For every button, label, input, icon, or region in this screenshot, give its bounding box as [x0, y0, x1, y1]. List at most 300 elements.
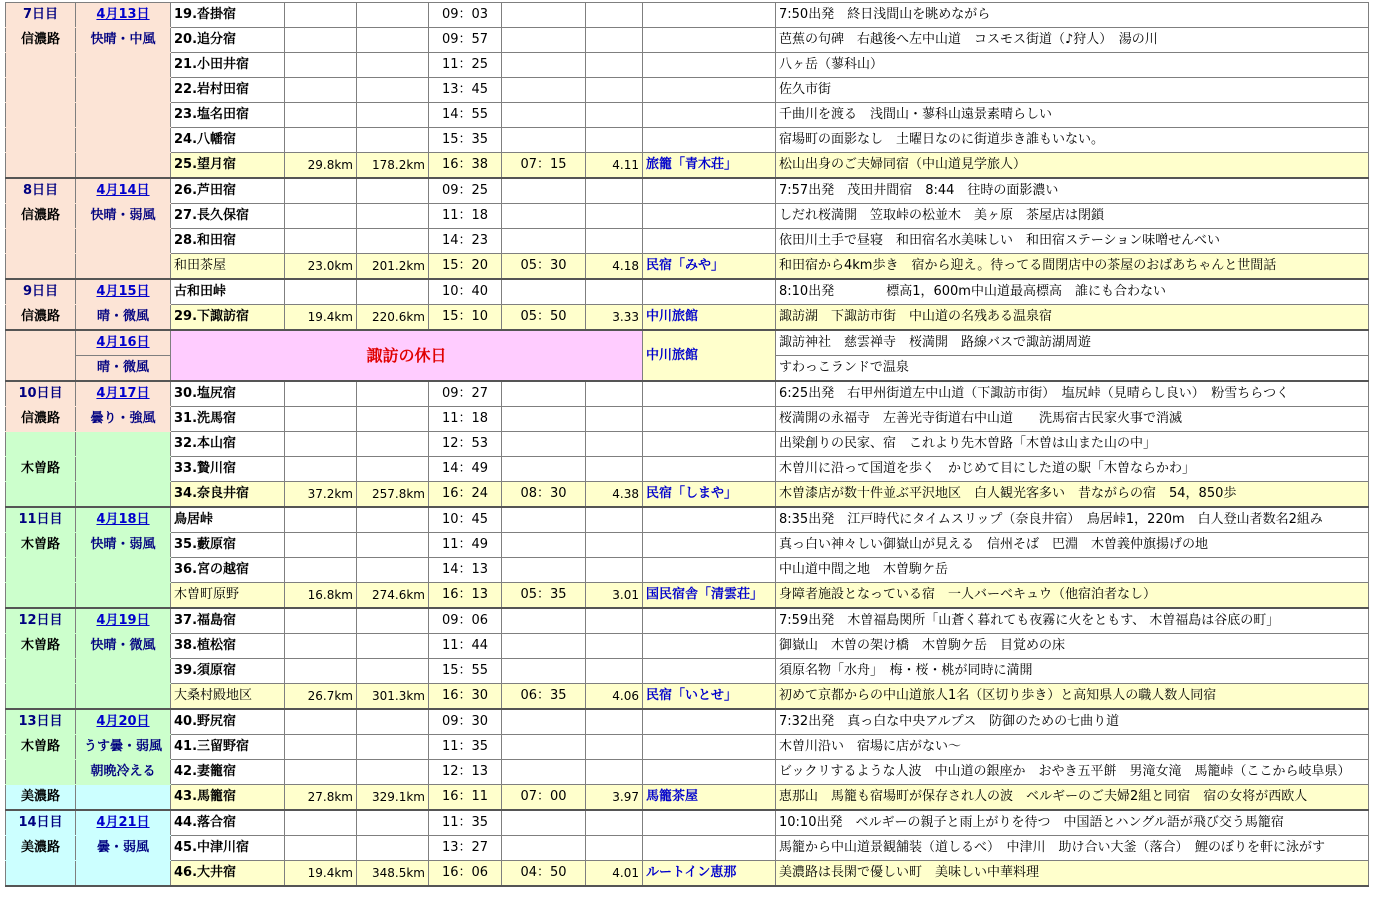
- date-cell: [76, 810, 171, 836]
- cumulative-distance-cell: 220.6km: [357, 305, 429, 331]
- date-link: 4月18日: [96, 512, 150, 527]
- note-cell: 桜満開の永福寺 左善光寺街道右中山道 洗馬宿古民家火事で消滅: [776, 407, 1369, 432]
- stage-row: [6, 381, 1369, 407]
- date-cell: [76, 608, 171, 634]
- distance-cell: [285, 28, 357, 53]
- lodging-cell: [643, 533, 776, 558]
- pace-cell: [586, 53, 643, 78]
- lodging-cell[interactable]: 旅籠「青木荘」: [643, 153, 776, 179]
- distance-cell: 19.4km: [285, 305, 357, 331]
- note-cell: 木曽川沿い 宿場に店がない～: [776, 735, 1369, 760]
- station-cell: 和田茶屋: [171, 254, 285, 280]
- lodging-cell: [643, 558, 776, 583]
- lodging-cell[interactable]: ルートイン恵那: [643, 861, 776, 887]
- walking-time-cell: [502, 204, 586, 229]
- cumulative-distance-cell: [357, 709, 429, 735]
- cumulative-distance-cell: 348.5km: [357, 861, 429, 887]
- lodging-cell: [643, 836, 776, 861]
- station-cell: 33.贄川宿: [171, 457, 285, 482]
- day-cell: [6, 432, 76, 457]
- walking-time-cell: [502, 407, 586, 432]
- station-cell: 20.追分宿: [171, 28, 285, 53]
- pace-cell: [586, 735, 643, 760]
- day-cell: 7日目: [6, 3, 76, 28]
- distance-cell: [285, 634, 357, 659]
- lodging-cell: [643, 407, 776, 432]
- note-cell: 佐久市街: [776, 78, 1369, 103]
- cumulative-distance-cell: [357, 558, 429, 583]
- arrival-time-cell: 11：35: [429, 810, 502, 836]
- weather-cell: 快晴・微風: [76, 634, 171, 659]
- date-cell: [76, 861, 171, 887]
- stage-row: [6, 507, 1369, 533]
- pace-cell: [586, 407, 643, 432]
- walking-time-cell: [502, 432, 586, 457]
- note-cell: すわっこランドで温泉: [776, 356, 1369, 382]
- note-cell: 出梁創りの民家、宿 これより先木曽路「木曽は山また山の中」: [776, 432, 1369, 457]
- note-cell: 真っ白い神々しい御嶽山が見える 信州そば 巴淵 木曽義仲旗揚げの地: [776, 533, 1369, 558]
- pace-cell: [586, 78, 643, 103]
- pace-cell: 4.38: [586, 482, 643, 508]
- day-cell: 信濃路: [6, 305, 76, 331]
- distance-cell: [285, 608, 357, 634]
- walking-time-cell: 08：30: [502, 482, 586, 508]
- lodging-cell[interactable]: 民宿「いとせ」: [643, 684, 776, 710]
- arrival-time-cell: 10：45: [429, 507, 502, 533]
- arrival-time-cell: 16：24: [429, 482, 502, 508]
- cumulative-distance-cell: [357, 78, 429, 103]
- day-cell: [6, 760, 76, 785]
- cumulative-distance-cell: 201.2km: [357, 254, 429, 280]
- distance-cell: [285, 810, 357, 836]
- cumulative-distance-cell: 274.6km: [357, 583, 429, 609]
- cumulative-distance-cell: [357, 810, 429, 836]
- lodging-cell: [643, 608, 776, 634]
- day-cell: [6, 78, 76, 103]
- note-cell: 諏訪神社 慈雲禅寺 桜満開 路線バスで諏訪湖周遊: [776, 330, 1369, 356]
- cumulative-distance-cell: [357, 3, 429, 28]
- day-cell: [6, 684, 76, 710]
- cumulative-distance-cell: [357, 507, 429, 533]
- station-cell: 25.望月宿: [171, 153, 285, 179]
- pace-cell: 3.01: [586, 583, 643, 609]
- arrival-time-cell: 12：13: [429, 760, 502, 785]
- lodging-stage-row: [6, 254, 1369, 280]
- day-cell: 木曽路: [6, 533, 76, 558]
- lodging-cell[interactable]: 民宿「しまや」: [643, 482, 776, 508]
- date-cell: [76, 254, 171, 280]
- station-cell: 鳥居峠: [171, 507, 285, 533]
- day-cell: 信濃路: [6, 28, 76, 53]
- station-cell: 21.小田井宿: [171, 53, 285, 78]
- pace-cell: [586, 608, 643, 634]
- lodging-cell: [643, 507, 776, 533]
- day-cell: 13日目: [6, 709, 76, 735]
- weather-cell: うす曇・弱風: [76, 735, 171, 760]
- distance-cell: 37.2km: [285, 482, 357, 508]
- lodging-cell[interactable]: 民宿「みや」: [643, 254, 776, 280]
- stage-row: [6, 279, 1369, 305]
- cumulative-distance-cell: [357, 229, 429, 254]
- day-cell: [6, 558, 76, 583]
- date-link: 4月14日: [96, 183, 150, 198]
- stage-row: [6, 53, 1369, 78]
- lodging-cell[interactable]: 中川旅館: [643, 330, 776, 381]
- pace-cell: [586, 204, 643, 229]
- pace-cell: [586, 128, 643, 153]
- station-cell: 24.八幡宿: [171, 128, 285, 153]
- distance-cell: [285, 760, 357, 785]
- distance-cell: [285, 178, 357, 204]
- arrival-time-cell: 10：40: [429, 279, 502, 305]
- arrival-time-cell: 16：38: [429, 153, 502, 179]
- cumulative-distance-cell: [357, 407, 429, 432]
- pace-cell: [586, 279, 643, 305]
- walking-time-cell: [502, 533, 586, 558]
- arrival-time-cell: 09：25: [429, 178, 502, 204]
- walking-time-cell: [502, 3, 586, 28]
- lodging-cell: [643, 178, 776, 204]
- station-cell: 29.下諏訪宿: [171, 305, 285, 331]
- station-cell: 23.塩名田宿: [171, 103, 285, 128]
- note-cell: 8:35出発 江戸時代にタイムスリップ（奈良井宿） 鳥居峠1，220m 白人登山者数名2組み: [776, 507, 1369, 533]
- arrival-time-cell: 11：35: [429, 735, 502, 760]
- cumulative-distance-cell: [357, 608, 429, 634]
- arrival-time-cell: 09：57: [429, 28, 502, 53]
- cumulative-distance-cell: [357, 735, 429, 760]
- day-cell: 9日目: [6, 279, 76, 305]
- day-cell: [6, 254, 76, 280]
- arrival-time-cell: 13：45: [429, 78, 502, 103]
- arrival-time-cell: 14：23: [429, 229, 502, 254]
- note-cell: 松山出身のご夫婦同宿（中山道見学旅人）: [776, 153, 1369, 179]
- cumulative-distance-cell: [357, 178, 429, 204]
- pace-cell: [586, 457, 643, 482]
- weather-cell: 晴・微風: [76, 356, 171, 382]
- station-cell: 44.落合宿: [171, 810, 285, 836]
- walking-time-cell: [502, 103, 586, 128]
- distance-cell: [285, 507, 357, 533]
- note-cell: 10:10出発 ベルギーの親子と雨上がりを待つ 中国語とハングル語が飛び交う馬籠宿: [776, 810, 1369, 836]
- date-link: 4月21日: [96, 815, 150, 830]
- distance-cell: [285, 53, 357, 78]
- cumulative-distance-cell: [357, 103, 429, 128]
- note-cell: しだれ桜満開 笠取峠の松並木 美ヶ原 茶屋店は閉鎖: [776, 204, 1369, 229]
- distance-cell: [285, 659, 357, 684]
- stage-row: [6, 533, 1369, 558]
- station-cell: 34.奈良井宿: [171, 482, 285, 508]
- arrival-time-cell: 11：49: [429, 533, 502, 558]
- cumulative-distance-cell: [357, 128, 429, 153]
- note-cell: 8:10出発 標高1，600m中山道最高標高 誰にも合わない: [776, 279, 1369, 305]
- station-cell: 38.植松宿: [171, 634, 285, 659]
- stage-row: [6, 229, 1369, 254]
- date-cell: [76, 432, 171, 457]
- stage-row: [6, 128, 1369, 153]
- arrival-time-cell: 11：44: [429, 634, 502, 659]
- note-cell: 6:25出発 右甲州街道左中山道（下諏訪市街） 塩尻峠（見晴らし良い） 粉雪ちらつく: [776, 381, 1369, 407]
- cumulative-distance-cell: [357, 381, 429, 407]
- date-cell: [76, 128, 171, 153]
- day-cell: [6, 229, 76, 254]
- arrival-time-cell: 09：03: [429, 3, 502, 28]
- station-cell: 28.和田宿: [171, 229, 285, 254]
- date-cell: [76, 3, 171, 28]
- walking-time-cell: 05：35: [502, 583, 586, 609]
- distance-cell: [285, 709, 357, 735]
- date-link: 4月19日: [96, 613, 150, 628]
- distance-cell: 16.8km: [285, 583, 357, 609]
- lodging-cell: [643, 28, 776, 53]
- weather-cell: 朝晩冷える: [76, 760, 171, 785]
- cumulative-distance-cell: [357, 659, 429, 684]
- day-cell: [6, 482, 76, 508]
- distance-cell: 23.0km: [285, 254, 357, 280]
- day-cell: [6, 583, 76, 609]
- arrival-time-cell: 15：35: [429, 128, 502, 153]
- stage-row: [6, 558, 1369, 583]
- station-cell: 39.須原宿: [171, 659, 285, 684]
- lodging-stage-row: [6, 583, 1369, 609]
- arrival-time-cell: 15：55: [429, 659, 502, 684]
- weather-cell: 晴・微風: [76, 305, 171, 331]
- arrival-time-cell: 16：13: [429, 583, 502, 609]
- note-cell: 諏訪湖 下諏訪市街 中山道の名残ある温泉宿: [776, 305, 1369, 331]
- station-cell: 大桑村殿地区: [171, 684, 285, 710]
- station-cell: 36.宮の越宿: [171, 558, 285, 583]
- note-cell: 初めて京都からの中山道旅人1名（区切り歩き）と高知県人の職人数人同宿: [776, 684, 1369, 710]
- date-cell: [76, 330, 171, 356]
- distance-cell: [285, 103, 357, 128]
- note-cell: 芭蕉の句碑 右越後へ左中山道 コスモス街道（♪狩人） 湯の川: [776, 28, 1369, 53]
- lodging-stage-row: [6, 153, 1369, 179]
- date-cell: [76, 153, 171, 179]
- walking-time-cell: 07：15: [502, 153, 586, 179]
- pace-cell: [586, 3, 643, 28]
- pace-cell: 4.01: [586, 861, 643, 887]
- note-cell: 7:59出発 木曽福島関所「山蒼く暮れても夜霧に火をともす、 木曽福島は谷底の町」: [776, 608, 1369, 634]
- walking-time-cell: [502, 760, 586, 785]
- note-cell: 身障者施設となっている宿 一人バーベキュウ（他宿泊者なし）: [776, 583, 1369, 609]
- stage-row: [6, 810, 1369, 836]
- station-cell: 35.藪原宿: [171, 533, 285, 558]
- cumulative-distance-cell: [357, 28, 429, 53]
- pace-cell: 3.33: [586, 305, 643, 331]
- date-cell: [76, 583, 171, 609]
- lodging-cell: [643, 279, 776, 305]
- note-cell: 木曽漆店が数十件並ぶ平沢地区 白人観光客多い 昔ながらの宿 54，850歩: [776, 482, 1369, 508]
- walking-time-cell: [502, 78, 586, 103]
- arrival-time-cell: 14：49: [429, 457, 502, 482]
- stage-row: [6, 457, 1369, 482]
- stage-row: [6, 735, 1369, 760]
- walking-time-cell: [502, 836, 586, 861]
- distance-cell: 26.7km: [285, 684, 357, 710]
- arrival-time-cell: 15：20: [429, 254, 502, 280]
- lodging-cell: [643, 659, 776, 684]
- station-cell: 32.本山宿: [171, 432, 285, 457]
- walking-time-cell: [502, 709, 586, 735]
- walking-time-cell: [502, 558, 586, 583]
- station-cell: 31.洗馬宿: [171, 407, 285, 432]
- stage-row: [6, 204, 1369, 229]
- distance-cell: [285, 407, 357, 432]
- station-cell: 46.大井宿: [171, 861, 285, 887]
- station-cell: 45.中津川宿: [171, 836, 285, 861]
- stage-row: [6, 709, 1369, 735]
- cumulative-distance-cell: [357, 204, 429, 229]
- note-cell: 御嶽山 木曽の架け橋 木曽駒ケ岳 目覚めの床: [776, 634, 1369, 659]
- note-cell: ビックリするような人波 中山道の銀座か おやき五平餅 男滝女滝 馬籠峠（ここから岐阜県）: [776, 760, 1369, 785]
- date-cell: [76, 558, 171, 583]
- date-cell: [76, 53, 171, 78]
- weather-cell: 快晴・弱風: [76, 533, 171, 558]
- lodging-cell: [643, 128, 776, 153]
- day-cell: [6, 330, 76, 381]
- cumulative-distance-cell: [357, 457, 429, 482]
- arrival-time-cell: 16：11: [429, 785, 502, 811]
- lodging-cell: [643, 204, 776, 229]
- cumulative-distance-cell: [357, 836, 429, 861]
- pace-cell: 4.06: [586, 684, 643, 710]
- date-cell: [76, 709, 171, 735]
- station-cell: 43.馬籠宿: [171, 785, 285, 811]
- lodging-cell: [643, 3, 776, 28]
- pace-cell: [586, 28, 643, 53]
- walking-time-cell: 06：35: [502, 684, 586, 710]
- stage-row: [6, 659, 1369, 684]
- date-link: 4月17日: [96, 386, 150, 401]
- walking-time-cell: [502, 634, 586, 659]
- walking-time-cell: 04：50: [502, 861, 586, 887]
- distance-cell: [285, 78, 357, 103]
- station-cell: 22.岩村田宿: [171, 78, 285, 103]
- lodging-cell: [643, 457, 776, 482]
- distance-cell: [285, 735, 357, 760]
- lodging-cell: [643, 760, 776, 785]
- date-cell: [76, 482, 171, 508]
- lodging-stage-row: [6, 861, 1369, 887]
- distance-cell: [285, 432, 357, 457]
- arrival-time-cell: 13：27: [429, 836, 502, 861]
- pace-cell: 4.11: [586, 153, 643, 179]
- lodging-cell: [643, 634, 776, 659]
- arrival-time-cell: 16：30: [429, 684, 502, 710]
- lodging-cell: [643, 432, 776, 457]
- lodging-stage-row: [6, 684, 1369, 710]
- day-cell: [6, 659, 76, 684]
- pace-cell: [586, 810, 643, 836]
- day-cell: 信濃路: [6, 204, 76, 229]
- nakasendo-journey-table: [5, 2, 1369, 887]
- lodging-cell[interactable]: 国民宿舎「清雲荘」: [643, 583, 776, 609]
- date-link: 4月20日: [96, 714, 150, 729]
- walking-time-cell: [502, 659, 586, 684]
- lodging-cell: [643, 735, 776, 760]
- day-cell: 10日目: [6, 381, 76, 407]
- lodging-stage-row: [6, 785, 1369, 811]
- stage-row: [6, 836, 1369, 861]
- note-cell: 宿場町の面影なし 土曜日なのに街道歩き誰もいない。: [776, 128, 1369, 153]
- distance-cell: [285, 533, 357, 558]
- cumulative-distance-cell: [357, 760, 429, 785]
- stage-row: [6, 634, 1369, 659]
- note-cell: 恵那山 馬籠も宿場町が保存され人の波 ベルギーのご夫婦2組と同宿 宿の女将が西欧人: [776, 785, 1369, 811]
- arrival-time-cell: 09：06: [429, 608, 502, 634]
- pace-cell: [586, 381, 643, 407]
- day-cell: [6, 153, 76, 179]
- cumulative-distance-cell: [357, 279, 429, 305]
- arrival-time-cell: 14：13: [429, 558, 502, 583]
- lodging-cell[interactable]: 馬籠茶屋: [643, 785, 776, 811]
- date-link: 4月16日: [96, 335, 150, 350]
- station-cell: 30.塩尻宿: [171, 381, 285, 407]
- note-cell: 中山道中間之地 木曽駒ケ岳: [776, 558, 1369, 583]
- cumulative-distance-cell: [357, 432, 429, 457]
- pace-cell: [586, 178, 643, 204]
- walking-time-cell: 05：30: [502, 254, 586, 280]
- station-cell: 42.妻籠宿: [171, 760, 285, 785]
- walking-time-cell: 07：00: [502, 785, 586, 811]
- day-cell: 11日目: [6, 507, 76, 533]
- day-cell: 14日目: [6, 810, 76, 836]
- arrival-time-cell: 09：30: [429, 709, 502, 735]
- distance-cell: [285, 457, 357, 482]
- distance-cell: [285, 836, 357, 861]
- pace-cell: [586, 103, 643, 128]
- weather-cell: 曇り・強風: [76, 407, 171, 432]
- day-cell: 12日目: [6, 608, 76, 634]
- day-cell: 8日目: [6, 178, 76, 204]
- date-link: 4月15日: [96, 284, 150, 299]
- weather-cell: 曇・弱風: [76, 836, 171, 861]
- note-cell: 馬籠から中山道景観舗装（道しるべ） 中津川 助け合い大釜（落合） 鯉のぼりを軒に泳がす: [776, 836, 1369, 861]
- note-cell: 7:32出発 真っ白な中央アルプス 防御のための七曲り道: [776, 709, 1369, 735]
- walking-time-cell: 05：50: [502, 305, 586, 331]
- pace-cell: [586, 760, 643, 785]
- date-cell: [76, 507, 171, 533]
- stage-row: [6, 407, 1369, 432]
- station-cell: 41.三留野宿: [171, 735, 285, 760]
- station-cell: 26.芦田宿: [171, 178, 285, 204]
- date-cell: [76, 659, 171, 684]
- day-cell: [6, 53, 76, 78]
- note-cell: 和田宿から4km歩き 宿から迎え。待ってる間閉店中の茶屋のおばあちゃんと世間話: [776, 254, 1369, 280]
- pace-cell: 3.97: [586, 785, 643, 811]
- day-cell: 美濃路: [6, 836, 76, 861]
- cumulative-distance-cell: 329.1km: [357, 785, 429, 811]
- stage-row: [6, 78, 1369, 103]
- note-cell: 7:50出発 終日浅間山を眺めながら: [776, 3, 1369, 28]
- day-cell: 美濃路: [6, 785, 76, 811]
- arrival-time-cell: 11：18: [429, 204, 502, 229]
- arrival-time-cell: 15：10: [429, 305, 502, 331]
- distance-cell: [285, 204, 357, 229]
- distance-cell: 29.8km: [285, 153, 357, 179]
- walking-time-cell: [502, 381, 586, 407]
- rest-day-banner: 諏訪の休日: [171, 330, 643, 381]
- lodging-cell: [643, 103, 776, 128]
- note-cell: 千曲川を渡る 浅間山・蓼科山遠景素晴らしい: [776, 103, 1369, 128]
- note-cell: 須原名物「水舟」 梅・桜・桃が同時に満開: [776, 659, 1369, 684]
- lodging-cell[interactable]: 中川旅館: [643, 305, 776, 331]
- date-cell: [76, 381, 171, 407]
- weather-cell: 快晴・中風: [76, 28, 171, 53]
- stage-row: [6, 28, 1369, 53]
- arrival-time-cell: 14：55: [429, 103, 502, 128]
- pace-cell: [586, 533, 643, 558]
- day-cell: 木曽路: [6, 457, 76, 482]
